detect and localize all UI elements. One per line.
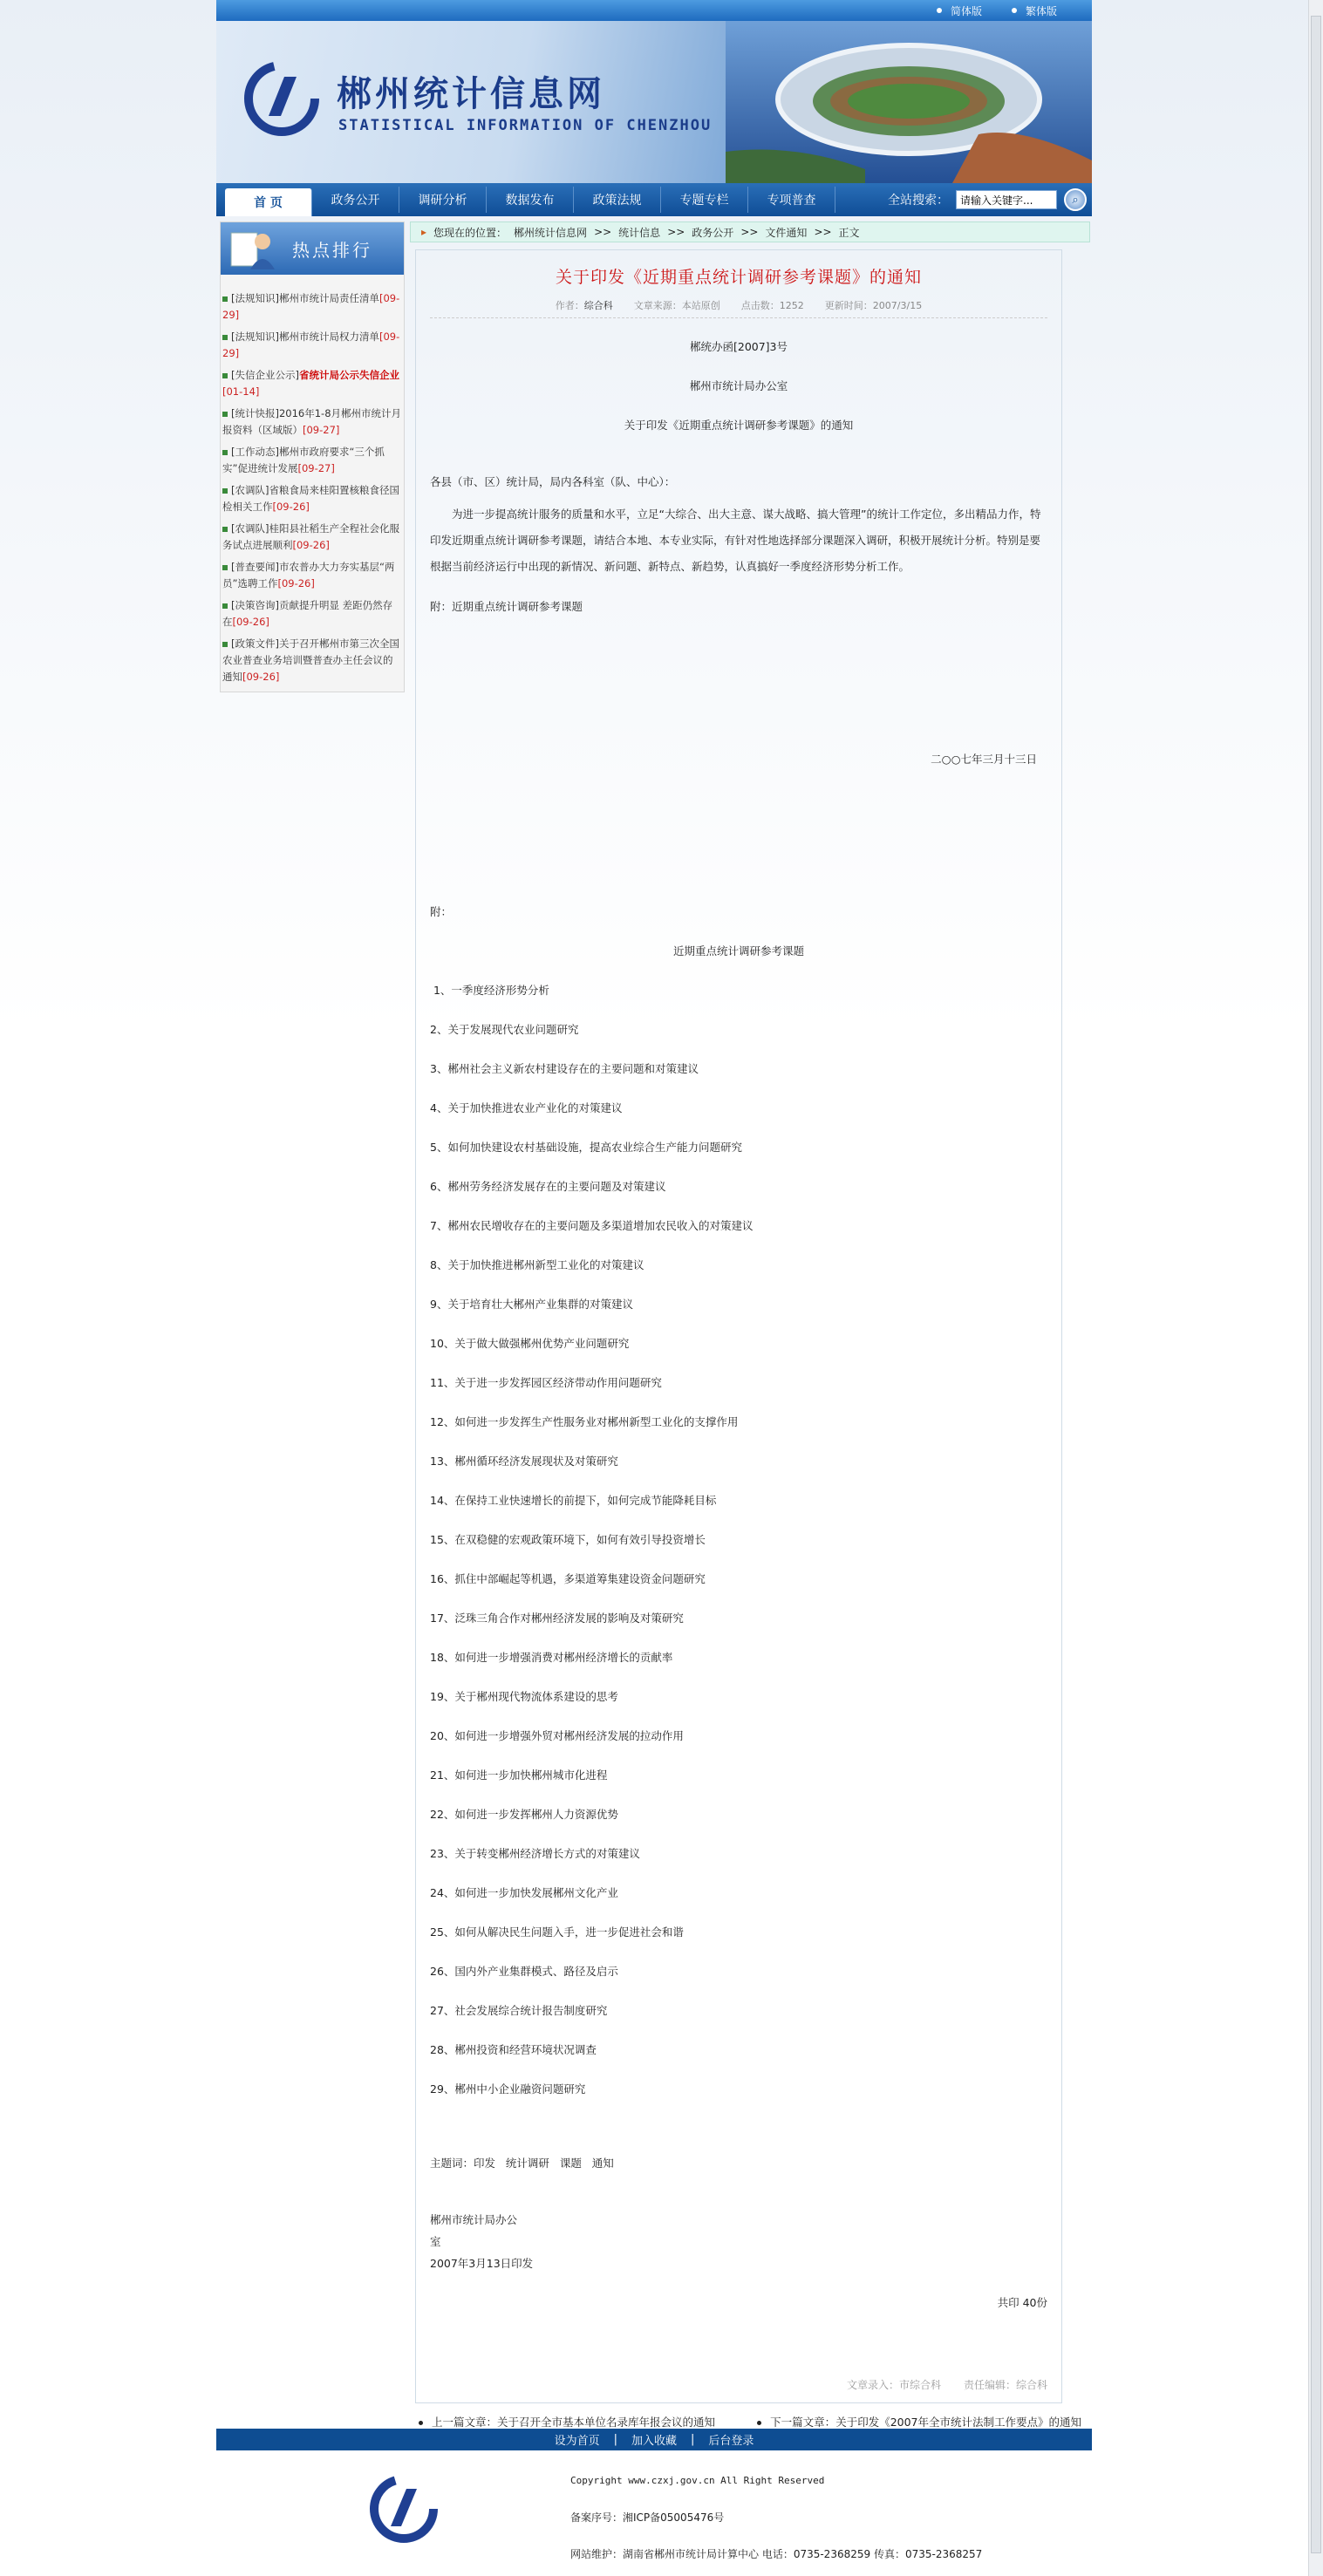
traditional-link[interactable] (1012, 3, 1057, 18)
add-favorite-link[interactable]: 加入收藏 (631, 2435, 677, 2448)
search-button[interactable] (1064, 188, 1087, 211)
topic-item: 13、郴州循环经济发展现状及对策研究 (430, 1455, 618, 1468)
set-homepage-link[interactable]: 设为首页 (554, 2435, 600, 2448)
updated-value: 2007/3/15 (872, 300, 923, 311)
topic-item: 27、社会发展综合统计报告制度研究 (430, 2004, 608, 2017)
item-date: [09-26] (232, 616, 269, 628)
topic-item: 23、关于转变郴州经济增长方式的对策建议 (430, 1847, 640, 1860)
bullet-icon (222, 335, 228, 340)
greeting: 各县（市、区）统计局，局内各科室（队、中心）： (430, 475, 676, 488)
prev-article[interactable] (419, 2414, 715, 2429)
breadcrumb-label: 您现在的位置： (433, 226, 508, 239)
topic-item: 3、郴州社会主义新农村建设存在的主要问题和对策建议 (430, 1062, 699, 1075)
author-label: 作者： (555, 300, 584, 311)
sidebar-heading-text: 热点排行 (292, 239, 372, 261)
breadcrumb-sep: >> (667, 226, 685, 238)
next-label: 下一篇文章： (770, 2416, 836, 2429)
signature-org-cont: 室 (430, 2235, 441, 2248)
article-footer-info (847, 2377, 1047, 2392)
list-item[interactable] (222, 405, 402, 439)
topic-item: 26、国内外产业集群模式、路径及启示 (430, 1965, 618, 1978)
breadcrumb-link-home[interactable]: 郴州统计信息网 (514, 226, 588, 239)
topics-list (430, 979, 1047, 2100)
bullet-icon (222, 642, 228, 647)
article (415, 249, 1062, 2403)
site-title-cn: 郴州统计信息网 (337, 73, 605, 114)
list-item[interactable] (222, 329, 402, 362)
breadcrumb-link-notice[interactable]: 文件通知 (765, 226, 808, 239)
bullet-icon (222, 450, 228, 455)
bullet-icon (222, 296, 228, 302)
main-area (216, 221, 1092, 2429)
clicks-value: 1252 (779, 300, 804, 311)
nav-research[interactable]: 调研分析 (399, 187, 487, 213)
bullet-icon (757, 2421, 761, 2425)
author-value: 综合科 (583, 300, 613, 311)
topic-item: 5、如何加快建设农村基础设施，提高农业综合生产能力问题研究 (430, 1141, 742, 1154)
top-strip (216, 0, 1092, 21)
item-date: [09-26] (277, 577, 315, 589)
topic-item: 18、如何进一步增强消费对郴州经济增长的贡献率 (430, 1651, 673, 1664)
doc-number: 郴统办函[2007]3号 (689, 340, 788, 353)
breadcrumb-sep: >> (594, 226, 612, 238)
copies-count: 共印 40份 (997, 2296, 1047, 2309)
bottom-links-bar (216, 2429, 1092, 2450)
source-label: 文章来源： (633, 300, 682, 311)
topic-item: 10、关于做大做强郴州优势产业问题研究 (430, 1337, 630, 1350)
item-text[interactable]: [政策文件]关于召开郴州市第三次全国农业普查业务培训暨普查办主任会议的通知 (222, 637, 399, 683)
bullet-icon (937, 8, 942, 13)
icp-number: 备案序号：湘ICP备05005476号 (570, 2511, 725, 2524)
topic-item: 4、关于加快推进农业产业化的对策建议 (430, 1101, 623, 1114)
topic-item: 9、关于培育壮大郴州产业集群的对策建议 (430, 1298, 633, 1311)
copyright: Copyright www.czxj.gov.cn All Right Reserved (570, 2475, 825, 2486)
site-title-en: STATISTICAL INFORMATION OF CHENZHOU (338, 117, 713, 134)
topic-item: 8、关于加快推进郴州新型工业化的对策建议 (430, 1258, 644, 1271)
topic-item: 11、关于进一步发挥园区经济带动作用问题研究 (430, 1376, 662, 1389)
topic-item: 14、在保持工业快速增长的前提下，如何完成节能降耗目标 (430, 1494, 717, 1507)
topic-item: 12、如何进一步发挥生产性服务业对郴州新型工业化的支撑作用 (430, 1415, 739, 1428)
item-date: [09-26] (292, 539, 330, 551)
nav-gov-affairs[interactable]: 政务公开 (312, 187, 399, 213)
prev-link[interactable]: 关于召开全市基本单位名录库年报会议的通知 (497, 2416, 716, 2429)
topic-item: 21、如何进一步加快郴州城市化进程 (430, 1768, 608, 1782)
page-scrollbar[interactable] (1308, 0, 1323, 2576)
item-highlight[interactable]: 省统计局公示失信企业 (298, 369, 399, 381)
nav-home[interactable]: 首 页 (225, 188, 312, 216)
list-item[interactable] (222, 444, 402, 477)
list-item[interactable] (222, 559, 402, 592)
nav-policy[interactable]: 政策法规 (574, 187, 661, 213)
item-date: [09-29] (222, 331, 400, 359)
breadcrumb-sep: >> (740, 226, 759, 238)
search-label: 全站搜索： (888, 194, 949, 208)
item-text[interactable]: [农调队]省粮食局来桂阳置核粮食径国检相关工作 (222, 484, 399, 513)
sidebar-heading (221, 222, 404, 275)
bullet-icon (222, 412, 228, 417)
next-article[interactable] (757, 2414, 1081, 2429)
topics-title: 近期重点统计调研参考课题 (672, 944, 804, 957)
signature-org: 郴州市统计局办公 (430, 2213, 518, 2226)
admin-login-link[interactable]: 后台登录 (708, 2435, 754, 2448)
nav-data-release[interactable]: 数据发布 (487, 187, 574, 213)
prev-label: 上一篇文章： (432, 2416, 498, 2429)
maintainer-info: 网站维护：湖南省郴州市统计局计算中心 电话：0735-2368259 传真：0735-2368257 (570, 2548, 983, 2560)
item-text[interactable]: [失信企业公示] (231, 369, 299, 381)
item-date: [09-26] (242, 671, 280, 683)
paragraph: 为进一步提高统计服务的质量和水平，立足“大综合、出大主意、谋大战略、搞大管理”的统计工作定位，多出精品力作，特印发近期重点统计调研参考课题，请结合本地、本专业实际，有针对性地选择部分课题深入调研，积极开展统计分析。特别是要根据当前经济运行中出现的新情况、新问题、新特点、新趋势，认真搞好一季度经济形势分析工作。 (430, 508, 1041, 573)
search-input[interactable] (956, 190, 1057, 209)
list-item[interactable] (222, 636, 402, 685)
entry-label: 文章录入： (846, 2379, 899, 2391)
editor-label: 责任编辑： (963, 2379, 1016, 2391)
signature-date: 2007年3月13日印发 (430, 2257, 534, 2270)
topic-item: 7、郴州农民增收存在的主要问题及多渠道增加农民收入的对策建议 (430, 1219, 754, 1232)
topic-item: 20、如何进一步增强外贸对郴州经济发展的拉动作用 (430, 1729, 684, 1742)
breadcrumb-sep: >> (814, 226, 832, 238)
updated-label: 更新时间： (824, 300, 873, 311)
hot-list (221, 275, 404, 685)
entry-value: 市综合科 (898, 2379, 941, 2391)
person-icon (228, 228, 280, 271)
list-item[interactable] (222, 521, 402, 554)
prev-next-links (410, 2403, 1090, 2429)
source-value: 本站原创 (681, 300, 720, 311)
article-meta (430, 298, 1047, 318)
issue-date: 二○○七年三月十三日 (931, 753, 1037, 766)
breadcrumb-current: 正文 (838, 226, 860, 239)
nav-census[interactable]: 专项普查 (748, 187, 835, 213)
topic-item: 17、泛珠三角合作对郴州经济发展的影响及对策研究 (430, 1612, 684, 1625)
item-date: [09-26] (272, 501, 310, 513)
item-text[interactable]: [农调队]桂阳县社稻生产全程社会化服务试点进展顺利 (222, 522, 399, 551)
list-item[interactable] (222, 290, 402, 324)
content-column (410, 221, 1090, 2429)
breadcrumb-link-gov[interactable]: 政务公开 (692, 226, 734, 239)
item-date: [09-27] (303, 424, 340, 436)
site-banner (216, 21, 1092, 183)
article-body (430, 318, 1047, 2314)
bullet-icon (222, 527, 228, 532)
arrow-icon: ▸ (421, 226, 427, 238)
article-title: 关于印发《近期重点统计调研参考课题》的通知 (555, 268, 922, 287)
site-footer (216, 2450, 1092, 2564)
attachment-label: 附： (430, 905, 453, 918)
item-date: [09-27] (297, 462, 335, 474)
search-icon: ⌕ (1072, 193, 1079, 207)
simplified-link[interactable] (937, 3, 982, 18)
keywords: 主题词：印发 统计调研 课题 通知 (430, 2157, 614, 2170)
editor-value: 综合科 (1015, 2379, 1047, 2391)
item-date: [09-29] (222, 292, 400, 321)
topic-item: 19、关于郴州现代物流体系建设的思考 (430, 1690, 618, 1703)
item-date: [01-14] (222, 385, 260, 398)
item-text[interactable]: [决策咨询]贡献提升明显 差距仍然存在 (222, 599, 393, 628)
attachment-note: 附：近期重点统计调研参考课题 (430, 600, 583, 613)
page-wrapper (216, 0, 1092, 2576)
topic-item: 24、如何进一步加快发展郴州文化产业 (430, 1886, 618, 1899)
item-text[interactable]: [统计快报]2016年1-8月郴州市统计月报资料（区域版） (222, 407, 402, 436)
topic-item: 1、一季度经济形势分析 (430, 984, 549, 997)
doc-subject: 关于印发《近期重点统计调研参考课题》的通知 (624, 419, 854, 432)
topic-item: 28、郴州投资和经营环境状况调查 (430, 2043, 597, 2056)
site-logo-icon (242, 59, 321, 138)
list-item[interactable] (222, 482, 402, 515)
list-item[interactable] (222, 597, 402, 630)
scrollbar-thumb[interactable] (1311, 16, 1321, 2553)
topic-item: 29、郴州中小企业融资问题研究 (430, 2082, 586, 2096)
issuer: 郴州市统计局办公室 (689, 379, 788, 392)
breadcrumb (410, 221, 1090, 242)
list-item[interactable] (222, 367, 402, 400)
breadcrumb-link-stats[interactable]: 统计信息 (618, 226, 661, 239)
footer-text (570, 2463, 982, 2573)
sidebar (220, 221, 405, 692)
separator: | (691, 2433, 695, 2446)
clicks-label: 点击数： (740, 300, 780, 311)
item-text[interactable]: [普查要闻]市农普办大力夯实基层“两员”选聘工作 (222, 561, 395, 589)
nav-special-topics[interactable]: 专题专栏 (661, 187, 748, 213)
traditional-link-label: 繁体版 (1025, 4, 1057, 17)
stadium-image (726, 21, 1092, 183)
bullet-icon (222, 488, 228, 494)
bullet-icon (222, 603, 228, 609)
topic-item: 2、关于发展现代农业问题研究 (430, 1023, 579, 1036)
topic-item: 25、如何从解决民生问题入手，进一步促进社会和谐 (430, 1925, 684, 1939)
item-text[interactable]: [工作动态]郴州市政府要求“三个抓实”促进统计发展 (222, 446, 385, 474)
bullet-icon (222, 565, 228, 570)
footer-logo-icon (365, 2470, 443, 2548)
topic-item: 6、郴州劳务经济发展存在的主要问题及对策建议 (430, 1180, 666, 1193)
topic-item: 22、如何进一步发挥郴州人力资源优势 (430, 1808, 618, 1821)
topic-item: 15、在双稳健的宏观政策环境下，如何有效引导投资增长 (430, 1533, 706, 1546)
item-text[interactable]: [法规知识]郴州市统计局权力清单 (231, 331, 379, 343)
separator: | (613, 2433, 617, 2446)
item-text[interactable]: [法规知识]郴州市统计局责任清单 (231, 292, 379, 304)
main-nav (216, 183, 1092, 216)
next-link[interactable]: 关于印发《2007年全市统计法制工作要点》的通知 (835, 2416, 1081, 2429)
bullet-icon (419, 2421, 423, 2425)
bullet-icon (1012, 8, 1017, 13)
topic-item: 16、抓住中部崛起等机遇，多渠道筹集建设资金问题研究 (430, 1572, 706, 1585)
bullet-icon (222, 373, 228, 378)
simplified-link-label: 简体版 (950, 4, 982, 17)
